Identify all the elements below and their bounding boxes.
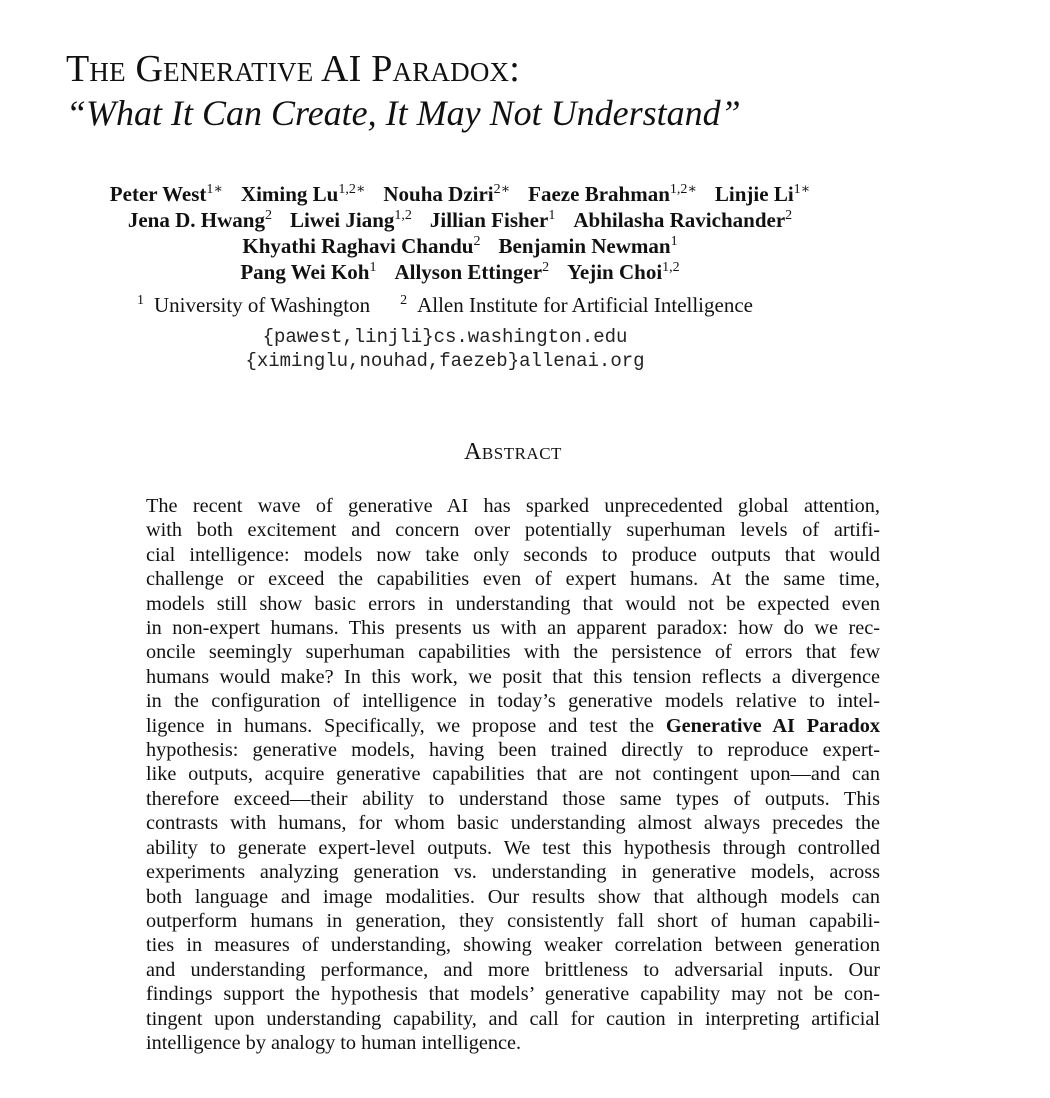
affiliations <box>0 291 900 319</box>
abstract-line: tingent upon understanding capability, and call for caution in interpreting artificial <box>146 1007 880 1030</box>
abstract-line: ties in measures of understanding, showing weaker correlation between generation <box>146 934 880 957</box>
abstract-line: outperform humans in generation, they consistently fall short of human capabili- <box>146 909 880 932</box>
abstract-line: challenge or exceed the capabilities even of expert humans. At the same time, <box>146 568 880 591</box>
author: Ximing $Lu^{1,2∗}$ <box>240 182 366 206</box>
author: Linjie $Li^{1∗}$ <box>714 182 811 206</box>
email-line: {ximinglu,nouhad,faezeb}allenai.org <box>245 350 645 372</box>
abstract-heading: Abstract <box>464 439 562 465</box>
abstract-line: findings support the hypothesis that models’ generative capability may not be con- <box>146 983 880 1006</box>
paper-subtitle: “What It Can Create, It May Not Understand” <box>66 93 741 133</box>
author: Allyson Ettinger$^2$ <box>394 260 550 284</box>
affiliation: $^2$ Allen Institute for Artificial Intelligence <box>400 293 753 317</box>
author: Peter West$^{1∗}$ <box>109 182 223 206</box>
abstract-line: oncile seemingly superhuman capabilities with the persistence of errors that few <box>146 641 880 664</box>
author: Jillian Fisher$^1$ <box>429 208 556 232</box>
abstract-line: ability to generate expert-level outputs. We test this hypothesis through controlled <box>146 836 880 859</box>
author: Liwei Jiang$^{1,2}$ <box>289 208 412 232</box>
author-row-1 <box>0 181 920 207</box>
author: Benjamin Newman$^1$ <box>498 234 678 258</box>
abstract-line: ligence in humans. Specifically, we propose and test the Generative AI Paradox <box>146 714 881 737</box>
abstract-line: contrasts with humans, for whom basic understanding almost always precedes the <box>146 812 880 835</box>
abstract-line: in the configuration of intelligence in today’s generative models relative to intel- <box>146 690 880 713</box>
abstract-line: intelligence by analogy to human intelligence. <box>146 1031 522 1054</box>
author: Nouha Dziri$^{2∗}$ <box>383 182 511 206</box>
abstract-line: with both excitement and concern over potentially superhuman levels of artifi- <box>146 519 880 542</box>
abstract-body <box>146 494 880 1055</box>
author: Khyathi Raghavi Chandu$^2$ <box>242 234 481 258</box>
abstract-line: like outputs, acquire generative capabilities that are not contingent upon—and can <box>146 763 880 786</box>
abstract-line: The recent wave of generative AI has sparked unprecedented global attention, <box>146 495 880 517</box>
paper-title: The Generative AI Paradox: <box>66 48 521 90</box>
abstract-line: hypothesis: generative models, having been trained directly to reproduce expert- <box>146 739 880 762</box>
author: Yejin Choi$^{1,2}$ <box>567 260 680 284</box>
affiliation: $^1$ University of Washington <box>137 293 371 317</box>
author: Faeze Brahman$^{1,2∗}$ <box>528 182 697 206</box>
abstract-line: humans would make? In this work, we posit that this tension reflects a divergence <box>146 665 880 688</box>
abstract-line: cial intelligence: models now take only seconds to produce outputs that would <box>146 543 880 566</box>
author-row-4 <box>0 259 920 285</box>
abstract-line: experiments analyzing generation vs. understanding in generative models, across <box>146 861 880 884</box>
abstract-line: therefore exceed—their ability to understand those same types of outputs. This <box>146 787 880 810</box>
email-line: {pawest,linjli}cs.washington.edu <box>262 326 628 348</box>
abstract-bold-term: Generative AI Paradox <box>665 714 881 737</box>
abstract-line: both language and image modalities. Our results show that although models can <box>146 885 880 908</box>
author: Pang Wei Koh$^1$ <box>240 260 377 284</box>
author-row-2 <box>0 207 920 233</box>
author: Abhilasha Ravichander$^2$ <box>573 208 793 232</box>
author: Jena D. Hwang$^2$ <box>127 208 272 232</box>
abstract-line: models still show basic errors in understanding that would not be expected even <box>146 592 880 615</box>
abstract-line: in non-expert humans. This presents us with an apparent paradox: how do we rec- <box>146 617 880 640</box>
author-row-3 <box>0 233 920 259</box>
abstract-line: and understanding performance, and more brittleness to adversarial inputs. Our <box>146 958 880 981</box>
